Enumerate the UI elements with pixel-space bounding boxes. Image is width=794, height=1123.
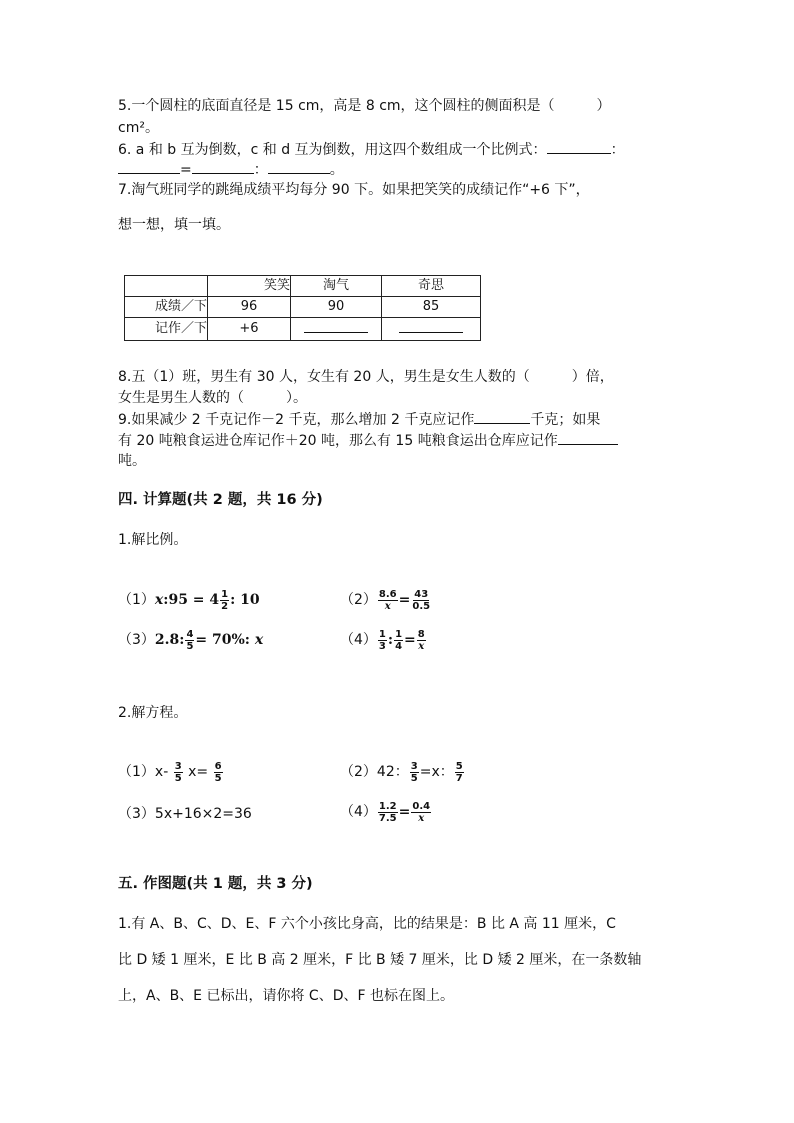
question-5-unit [118,118,159,138]
denominator: x [418,812,425,824]
question-7 [118,180,590,200]
equals: = [404,632,416,648]
unit-text: cm²。 [118,120,159,136]
denominator: x [384,600,391,612]
numerator: 1.2 [378,800,397,812]
question-9-text-c: 有 20 吨粮食运进仓库记作＋20 吨，那么有 15 吨粮食运出仓库应记作 [118,433,558,449]
numerator: 3 [174,760,182,772]
table-cell: 成绩／下 [125,297,208,318]
math-text: x- [154,764,169,780]
fraction [417,629,426,652]
colon: ： [253,162,268,178]
table-cell: 记作／下 [125,318,208,341]
numerator: 8.6 [378,588,397,600]
question-8-text-2: 女生是男生人数的（ ）。 [118,390,307,406]
table-cell: 奇思 [382,276,481,297]
table-cell [125,276,208,297]
section-5-title: 五. 作图题(共 1 题，共 3 分) [118,876,313,892]
numerator: 6 [214,760,222,772]
numerator: 8 [417,628,425,640]
math-text: =x： [419,764,454,780]
numerator: 5 [455,760,463,772]
numerator: 1 [395,628,403,640]
calc-2-title: 2.解方程。 [118,705,188,721]
question-8-line2 [118,388,307,408]
fraction [214,761,223,784]
denominator: 5 [410,772,418,784]
question-5-text: 5.一个圆柱的底面直径是 15 cm，高是 8 cm，这个圆柱的侧面积是（ ） [118,98,611,114]
fraction [185,629,194,652]
numerator: 1 [221,588,229,600]
table-cell: 85 [382,297,481,318]
blank-9a[interactable] [474,409,530,424]
denominator: 4 [395,640,403,652]
item-label: （1） [118,592,155,608]
numerator: 4 [186,628,194,640]
question-9-text-d: 吨。 [118,453,146,469]
equation-4 [340,800,432,824]
item-label: （2） [340,592,377,608]
drawing-question-line-1: 1.有 A、B、C、D、E、F 六个小孩比身高，比的结果是：B 比 A 高 11 厘米，C [118,916,616,932]
item-label: （4） [340,632,377,648]
section-4-title: 四. 计算题(共 2 题，共 16 分) [118,492,323,508]
proportion-2 [340,588,432,612]
equation-2 [340,760,465,784]
fraction [378,589,398,612]
fraction [220,589,229,612]
item-label: （4） [340,804,377,820]
table-cell-blank[interactable] [291,318,382,341]
fraction [411,801,431,824]
question-7-text: 7.淘气班同学的跳绳成绩平均每分 90 下。如果把笑笑的成绩记作“+6 下”， [118,182,590,198]
question-9-text: 9.如果减少 2 千克记作－2 千克，那么增加 2 千克应记作 [118,412,475,428]
colon: : [387,632,394,648]
question-8 [118,367,614,387]
denominator: 2 [221,600,229,612]
question-9-line2 [118,430,618,451]
math-text: x= [188,764,209,780]
math-text: 42： [376,764,409,780]
math-text: = 70%: [195,632,255,648]
numerator: 43 [414,588,429,600]
score-table [124,275,481,341]
table-cell: 96 [208,297,291,318]
question-9 [118,409,600,430]
fraction [394,629,403,652]
question-8-text: 8.五（1）班，男生有 30 人，女生有 20 人，男生是女生人数的（ ）倍， [118,369,614,385]
fraction [410,761,419,784]
table-cell: 笑笑 [208,276,291,297]
drawing-question-line-2: 比 D 矮 1 厘米，E 比 B 高 2 厘米，F 比 B 矮 7 厘米，比 D 矮 2 厘米，在一条数轴 [118,952,642,968]
item-label: （3） [118,806,155,822]
math-text: :95 = 4 [163,592,220,608]
fraction [378,629,387,652]
question-7-instruction: 想一想，填一填。 [118,217,230,233]
proportion-1 [118,588,260,612]
question-9-text-b: 千克；如果 [530,412,601,428]
denominator: 7.5 [378,812,397,824]
question-6 [118,139,625,160]
period: 。 [329,162,344,178]
proportion-3 [118,628,263,652]
drawing-question-line-3: 上，A、B、E 已标出，请你将 C、D、F 也标在图上。 [118,988,454,1004]
table-cell: 淘气 [291,276,382,297]
question-9-line3 [118,451,146,471]
math-text: 5x+16×2=36 [154,806,252,822]
denominator: x [418,640,425,652]
fraction [411,589,431,612]
fraction [378,801,398,824]
equals: = [398,804,411,820]
math-text: : 10 [230,592,260,608]
denominator: 7 [455,772,463,784]
table-cell: 90 [291,297,382,318]
fraction [174,761,183,784]
blank-6b[interactable] [118,159,180,174]
question-6-text: 6. a 和 b 互为倒数，c 和 d 互为倒数，用这四个数组成一个比例式： [118,142,547,158]
math-text: 2.8: [154,632,185,648]
numerator: 3 [410,760,418,772]
table-cell-blank[interactable] [382,318,481,341]
equation-1 [118,760,224,784]
variable: x [254,632,264,648]
variable: x [154,592,164,608]
question-5 [118,96,611,116]
equals: = [398,592,411,608]
table-header-row [125,276,481,297]
denominator: 3 [378,640,386,652]
numerator: 1 [378,628,386,640]
table-row [125,318,481,341]
question-6-line2 [118,159,344,180]
denominator: 5 [186,640,194,652]
proportion-4 [340,628,427,652]
numerator: 0.4 [412,800,431,812]
blank-6c[interactable] [192,159,254,174]
question-7-line2 [118,215,230,235]
fraction [455,761,464,784]
denominator: 0.5 [412,600,431,612]
item-label: （3） [118,632,155,648]
denominator: 5 [214,772,222,784]
blank-6d[interactable] [268,159,330,174]
blank-9b[interactable] [558,430,618,445]
item-label: （2） [340,764,377,780]
item-label: （1） [118,764,155,780]
equation-3 [118,802,252,826]
table-row [125,297,481,318]
calc-1-title: 1.解比例。 [118,532,188,548]
colon: ： [610,142,625,158]
table-cell: +6 [208,318,291,341]
blank-6a[interactable] [547,139,611,154]
equals: = [180,162,192,178]
denominator: 5 [174,772,182,784]
